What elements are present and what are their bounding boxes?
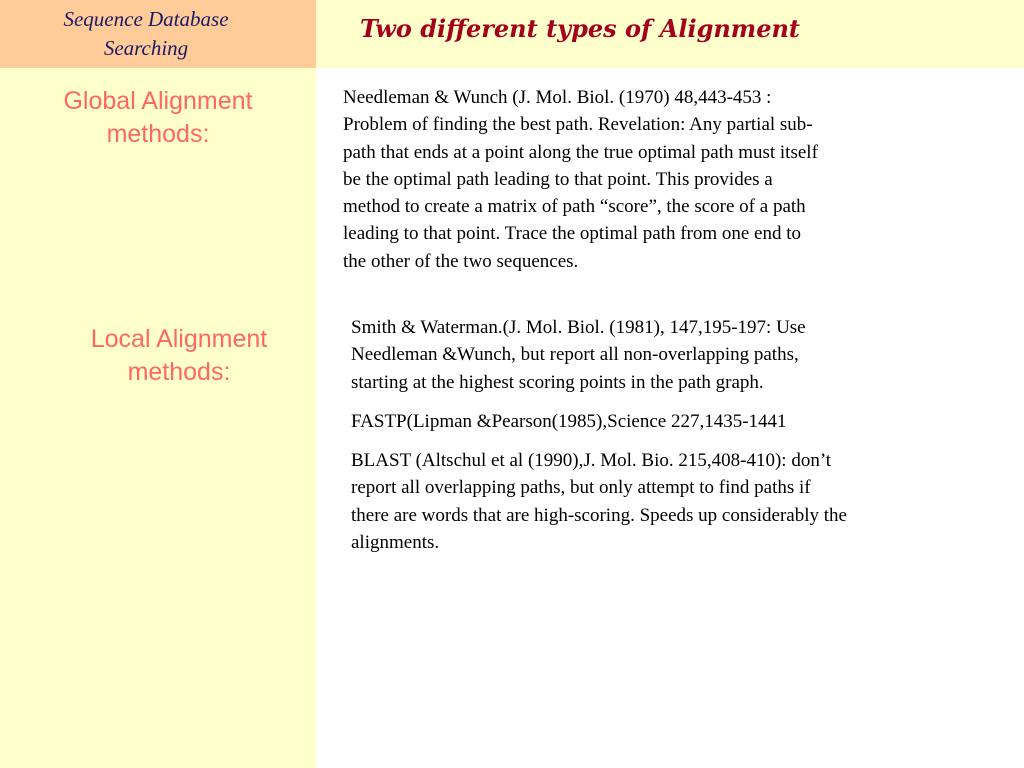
text-line: starting at the highest scoring points in the path graph. [351,371,764,393]
fastp-paragraph [351,408,956,435]
text-line: path that ends at a point along the true optimal path must itself [343,141,818,163]
local-alignment-heading [50,323,308,389]
section-label-line-1: Sequence Database [63,7,229,31]
global-heading-line-1: Global Alignment [63,87,253,115]
slide-title: Two different types of Alignment [360,14,800,43]
text-line: method to create a matrix of path “score”, the score of a path [343,196,806,218]
global-alignment-description [343,84,923,275]
text-line: Needleman & Wunch (J. Mol. Biol. (1970) 48,443-453 : [343,87,772,108]
blast-paragraph [351,447,956,556]
text-line: leading to that point. Trace the optimal path from one end to [343,223,802,245]
text-line: Smith & Waterman.(J. Mol. Biol. (1981), 147,195-197: Use [351,317,806,338]
text-line: BLAST (Altschul et al (1990),J. Mol. Bio. 215,408-410): don’t [351,450,832,472]
local-heading-line-2: methods: [127,358,231,386]
sidebar-panel [0,68,316,768]
text-line: be the optimal path leading to that point. This provides a [343,168,773,190]
smith-waterman-paragraph [351,314,956,396]
text-line: Problem of finding the best path. Revelation: Any partial sub- [343,114,813,136]
text-line: the other of the two sequences. [343,250,579,272]
local-alignment-description [351,314,956,568]
text-line: there are words that are high-scoring. Speeds up considerably the [351,504,847,526]
section-label-box [0,0,316,68]
text-line: FASTP(Lipman &Pearson(1985),Science 227,1435-1441 [351,410,787,432]
text-line: report all overlapping paths, but only attempt to find paths if [351,477,811,499]
local-heading-line-1: Local Alignment [90,325,268,353]
section-label-line-2: Searching [103,36,189,60]
global-heading-line-2: methods: [106,120,210,148]
section-label [0,5,292,63]
text-line: Needleman &Wunch, but report all non-overlapping paths, [351,344,799,366]
text-line: alignments. [351,532,440,554]
global-alignment-heading [30,85,286,151]
